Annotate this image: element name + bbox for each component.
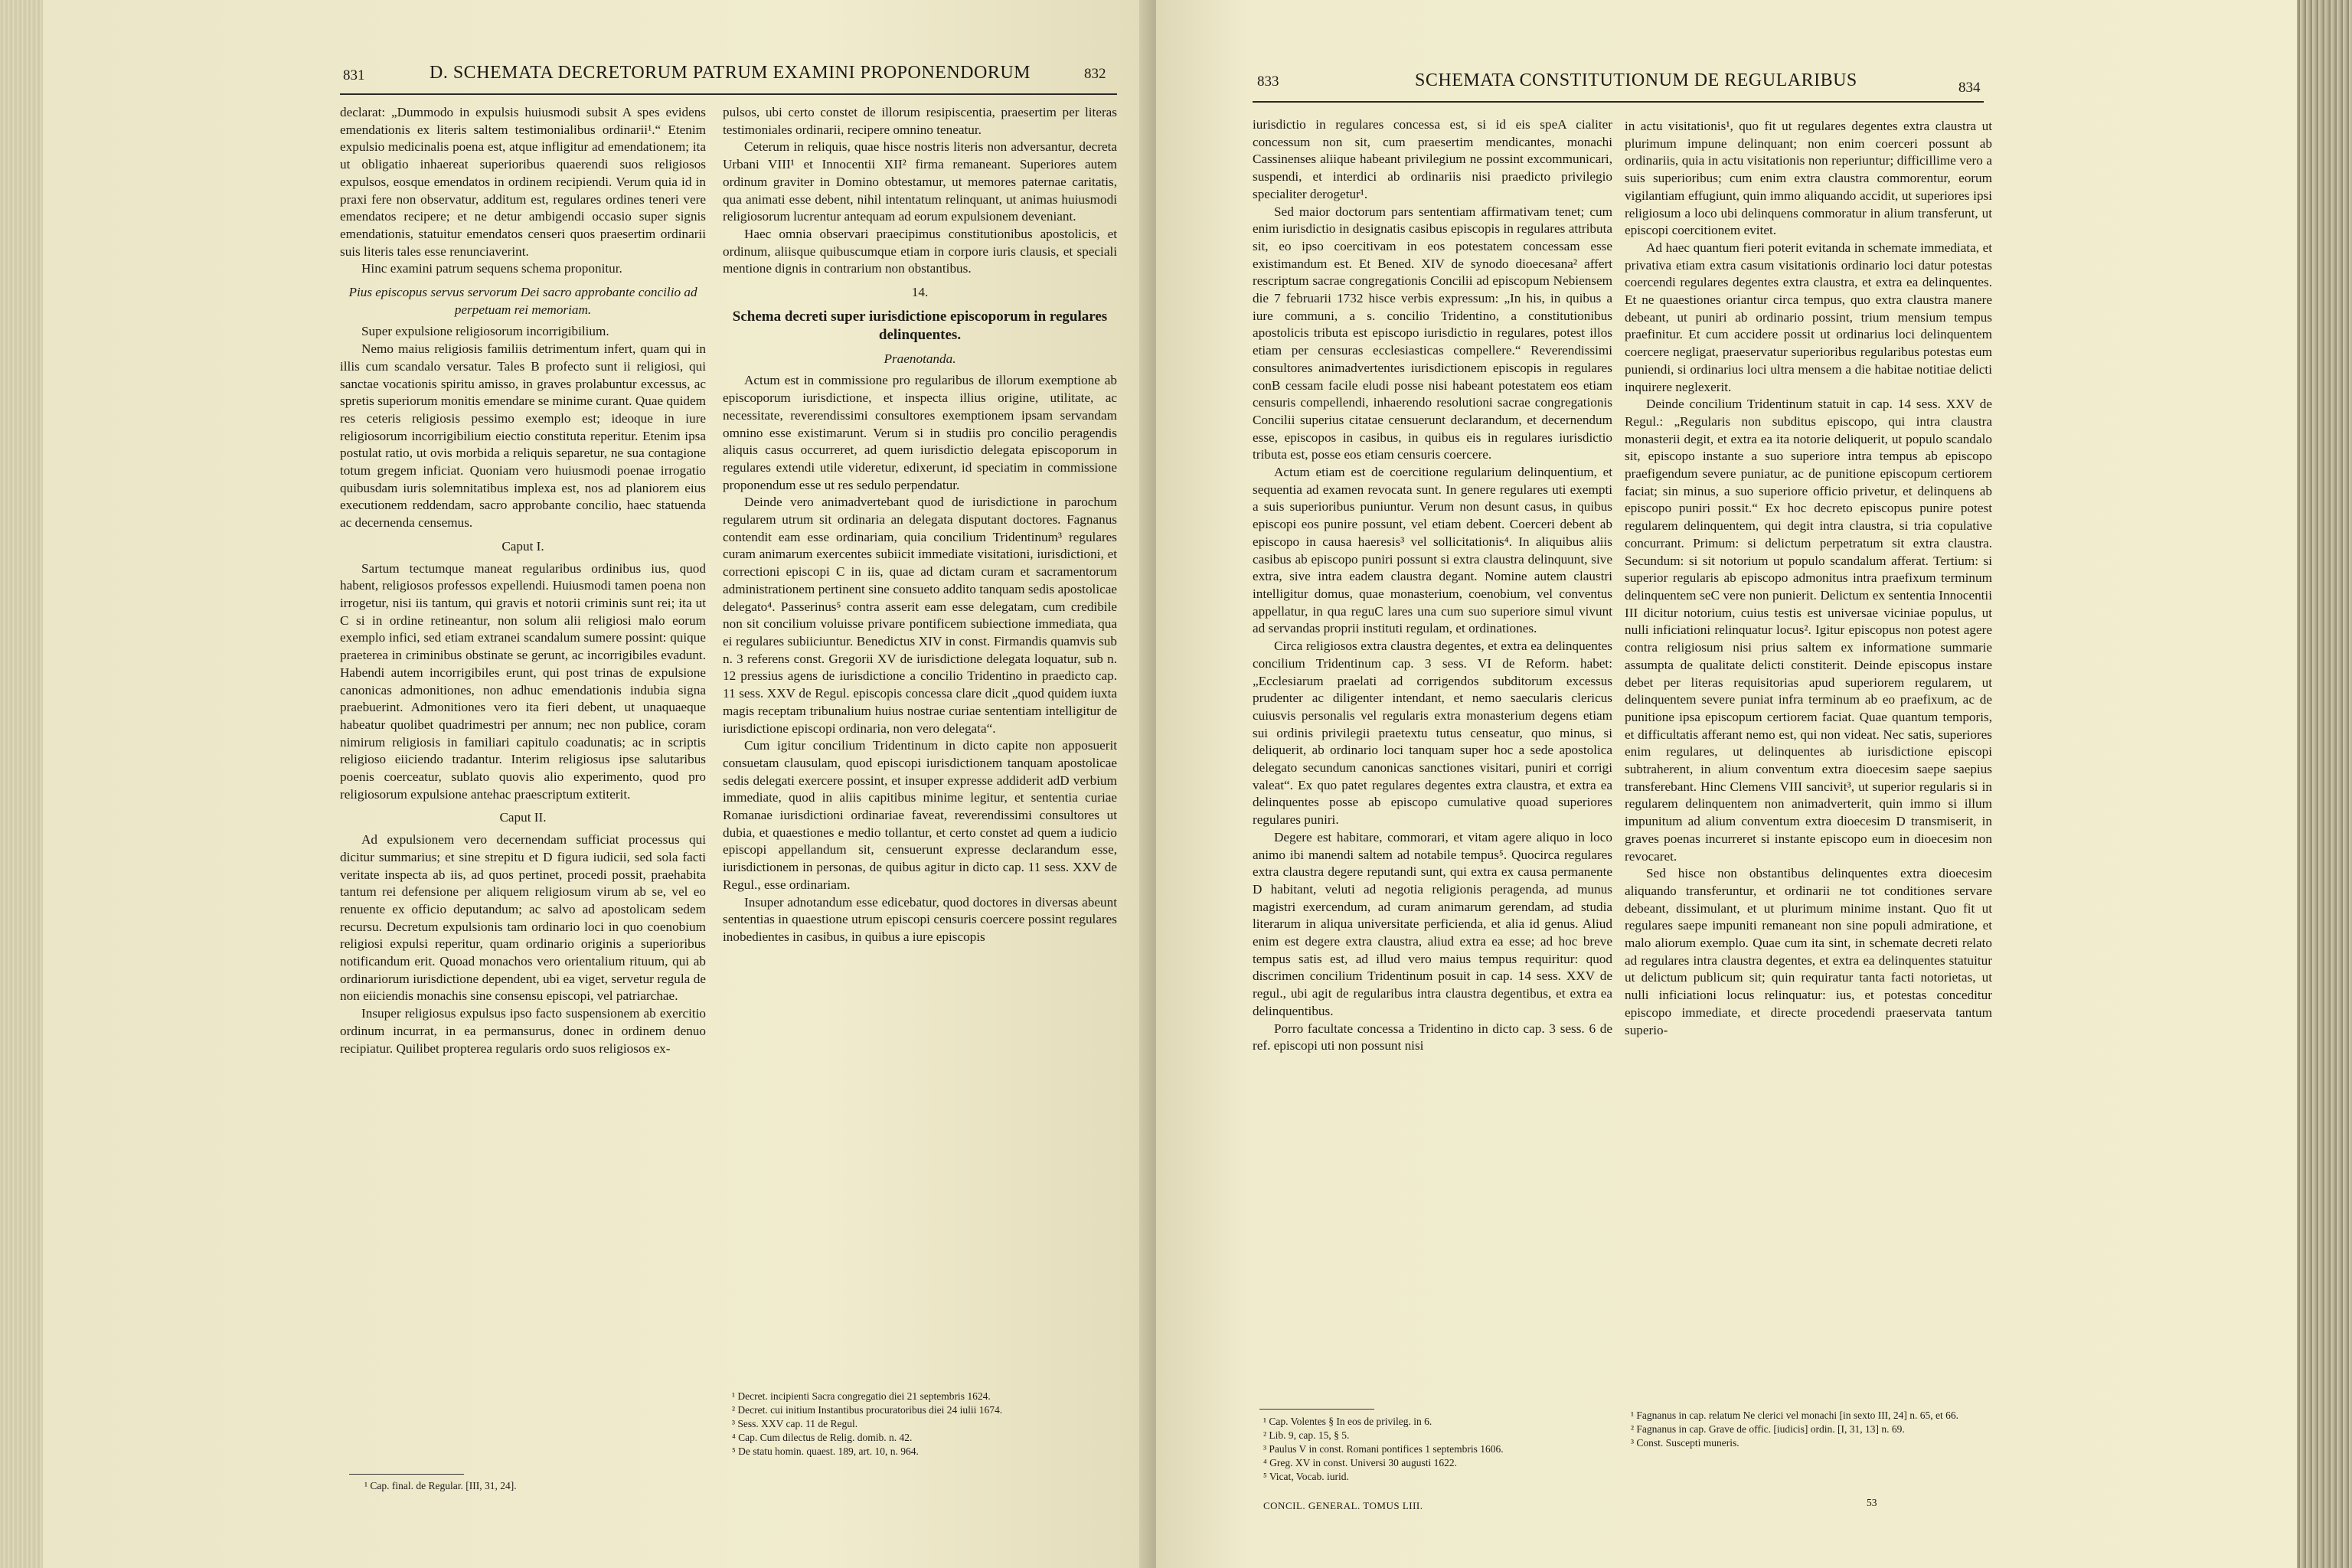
page-number-833: 833 [1257,74,1279,90]
paragraph: in actu visitationis¹, quo fit ut regulares degentes extra claustra ut plurimum impune delinquant; non enim coerceri possunt ab ordinariis, quia in actu visitationis non reperiuntur; difficillime vero a suis superioribus; cum enim extra claustra commorentur, eorum vigilantiam effugiunt, quin immo aliquando accidit, ut superiores ipsi religiosum a loco ubi delinquens commoratur in alium transferunt, ut episcopi coercitionem evitet. [1625,119,1992,238]
left-page-column-2 [723,104,1117,946]
paragraph: Caput I. [501,538,544,554]
left-page-footnotes-col1 [364,1479,701,1493]
paragraph: Sartum tectumque maneat regularibus ordinibus ius, quod habent, religiosos professos expellendi. Huiusmodi tamen poena non irrogetur, nisi iis tantum, qui gravis et notorii criminis sunt rei; ita ut C si in ordine retineantur, non solum alii religiosi malo eorum exemplo infici, sed etiam extranei scandalum sumere possint: quique praeterea in criminibus obstinate se gerunt, ac incorrigibiles evadunt. Habendi autem incorrigibiles erunt, qui post trinas de expulsione canonicas admonitiones, non adhuc emendationis indubia signa praebuerint. Admonitiones vero ita fieri debent, ut unaquaeque habeatur quolibet quadrimestri per annum; nec non publice, coram nimirum religiosis in familiari capitulo coadunatis; ac in scriptis religioso eiiciendo tradantur. Interim religiosus ipse salutaribus poenis coerceatur, sublato quovis alio experimento, quod pro religiosorum expulsione antehac praescriptum extiterit. [340,560,706,802]
page-number-834: 834 [1958,80,1981,96]
header-rule [340,93,1117,95]
paragraph: Hinc examini patrum sequens schema proponitur. [361,261,622,276]
paragraph: Actum etiam est de coercitione regularium delinquentium, et sequentia ad examen revocata sunt. In genere regulares uti exempti a suis superioribus puniuntur. Verum non desunt casus, in quibus episcopi eos punire possunt, vel etiam debent. Coerceri debent ab episcopo in causa haeresis³ vel sollicitationis⁴. In aliquibus aliis casibus ab episcopo puniri possunt si extra claustra delinquunt, sive extra, sive intra eadem claustra degant. Nomine autem claustri intelligitur domus, quae monasterium, coenobium, vel conventus appellatur, in qua reguC lares una cum suo superiore simul vivunt ad servandas proprii instituti regulam, et ordinationes. [1253,465,1612,636]
footnote: ⁵ De statu homin. quaest. 189, art. 10, n. 964. [732,1446,919,1457]
footnote: ¹ Fagnanus in cap. relatum Ne clerici vel monachi [in sexto III, 24] n. 65, et 66. [1631,1410,1959,1421]
paragraph: Pius episcopus servus servorum Dei sacro approbante concilio ad perpetuam rei memoriam. [348,285,697,317]
signature-line: CONCIL. GENERAL. TOMUS LIII. [1263,1500,1423,1511]
page-number-832: 832 [1084,66,1106,82]
footnote: ¹ Decret. incipienti Sacra congregatio diei 21 septembris 1624. [732,1390,991,1402]
paragraph: Sed hisce non obstantibus delinquentes extra dioecesim aliquando transferuntur, et ordinarii ne tot conditiones servare debeant, dissimulant, et ut plurimum minime instant. Quo fit ut regulares saepe impuniti remaneant non sine populi admiratione, et malo aliorum exemplo. Quae cum ita sint, in schemate decreti relato ad regulares intra claustra degentes, et extra ea delinquentes statuitur ut delictum publicum sit; quin requiratur tanta facti notorietas, ut nulli inficiationi locus relinquatur: ius, et potestas conceditur episcopo immediate, et directe procedendi praeservata tantum superio- [1625,866,1992,1037]
paragraph: iurisdictio in regulares concessa est, si id eis speA cialiter concessum non sit, cum praesertim mendicantes, monachi Cassinenses aliique habeant privilegium ne possint excommunicari, suspendi, et interdici ab ordinariis nisi praedicto privilegio specialiter derogetur¹. [1253,117,1612,201]
paragraph: Schema decreti super iurisdictione episcoporum in regulares delinquentes. [732,308,1108,343]
footnote: ¹ Cap. Volentes § In eos de privileg. in 6. [1263,1416,1432,1427]
running-head-right: SCHEMATA CONSTITUTIONUM DE REGULARIBUS [1415,70,1857,90]
paragraph: Ad haec quantum fieri poterit evitanda in schemate immediata, et privativa etiam extra casum visitationis ordinario loci datur potestas coercendi regulares degentes extra claustra, et extra ea delinquentes. Et ne quaestiones oriantur circa tempus, quo extra claustra manere debeant, ut puniri ab ordinario possint, trium mensium tempus praefinitur. Et cum accidere possit ut ordinarius loci delinquentem coercere negligat, praeservatur superioribus regularibus potestas eum puniendi, si ordinarius loci ultra mensem a die habitae notitiae delicti inquirere neglexerit. [1625,240,1992,394]
paragraph: Deinde vero animadvertebant quod de iurisdictione in parochum regularem utrum sit ordinaria an delegata disputant doctores. Fagnanus contendit eam esse ordinariam, quia concilium Tridentinum³ regulares curam animarum exercentes subiicit immediate visitationi, iurisdictioni, et correctioni episcopi C in iis, quae ad dictam curam et sacramentorum administrationem pertinent sine consueto addito tanquam sedis apostolicae delegato⁴. Passerinus⁵ contra asserit eam esse delegatam, cum credibile non sit concilium voluisse privare pontificem subiectione immediata, qua ei regulares subiiciuntur. Benedictus XIV in const. Firmandis quamvis sub n. 3 referens const. Gregorii XV de iurisdictione delegata loquatur, sub n. 12 pressius agens de iurisdictione a concilio Tridentino in praedicto cap. 11 sess. XXV de Regul. episcopis concessa clare dicit „quod quidem iuxta magis receptam tribunalium huius nostrae curiae sententiam intelligitur de iurisdictione episcopi ordinaria, non vero delegata“. [723,495,1117,736]
footnote: ⁵ Vicat, Vocab. iurid. [1263,1471,1349,1482]
paragraph: Circa religiosos extra claustra degentes, et extra ea delinquentes concilium Tridentinum cap. 3 sess. VI de Reform. habet: „Ecclesiarum praelati ad corrigendos subditorum excessus prudenter ac diligenter intendant, et nemo saecularis clericus cuiusvis personalis vel regularis extra monasterium degens etiam sui ordinis privilegii praetextu tutus censeatur, quo minus, si deliquerit, ab ordinario loci tanquam super hoc a sede apostolica delegato secundum canonicas sanctiones visitari, puniri et corrigi valeat“. Ex quo patet regulares degentes extra claustra, et extra ea delinquentes posse ab episcopo cumulative quoad superiores regulares puniri. [1253,639,1612,828]
footnote: ³ Sess. XXV cap. 11 de Regul. [732,1418,858,1429]
paragraph: Actum est in commissione pro regularibus de illorum exemptione ab episcoporum iurisdictione, et inspecta illius origine, utilitate, ac necessitate, reverendissimi consultores exemptionem ipsam servandam omnino esse existimarunt. Verum si in studiis pro concilio peragendis aliquis casus occurreret, ad quem iurisdictio delegata episcoporum in regulares extendi utile videretur, edixerunt, id speciatim in commissione proponendum esse ut res sedulo perpendatur. [723,373,1117,492]
paragraph: declarat: „Dummodo in expulsis huiusmodi subsit A spes evidens emendationis ex literis saltem testimonialibus ordinarii¹.“ Etenim expulsio medicinalis poena est, atque infligitur ad emendationem; ita ut obligatio inhaereat superioribus quaerendi suos religiosos expulsos, eosque emendatos in ordinem recipiendi. Verum quia id in praxi fere non observatur, additum est, regulares ordines teneri vere emendatos recipere; et ne detur ambigendi occasio super signis emendationis, statuitur emendatos censeri quos praesertim ordinarii suis literis tales esse renunciaverint. [340,105,706,259]
footnote: ⁴ Greg. XV in const. Universi 30 augusti 1622. [1263,1457,1458,1468]
paragraph: Cum igitur concilium Tridentinum in dicto capite non apposuerit consuetam clausulam, quod episcopi iurisdictionem tanquam apostolicae sedis delegati exercere possint, et insuper expresse addiderit adD verbium immediate, quod in aliis capitibus minime legitur, et sententia curiae Romanae iurisdictioni ordinariae faveat, reverendissimi consultores ut dubia, et quaestiones e medio tollantur, et certo constet ad quem a iudicio episcopi appellandum sit, censuerunt expresse declarandum esse, iurisdictionem in personas, de quibus agitur in dicto cap. 11 sess. XXV de Regul., esse ordinariam. [723,738,1117,892]
right-page-column-1 [1253,116,1612,1055]
footnote-rule-right [1259,1409,1374,1410]
paragraph: Deinde concilium Tridentinum statuit in cap. 14 sess. XXV de Regul.: „Regularis non subditus episcopo, qui intra claustra monasterii degit, et extra ea ita notorie deliquerit, ut populo scandalo sit, episcopo instante a suo superiore intra tempus ab episcopo praefigendum severe puniatur, ac de punitione episcopum certiorem faciat; sin minus, a suo superiore officio privetur, et delinquens ab episcopo puniri possit.“ Ex hoc decreto episcopus punire potest regularem delinquentem, qui degit intra claustra, si tria copulative concurrant. Primum: si delictum perpetratum sit extra claustra. Secundum: si sit notorium ut populo scandalum afferat. Tertium: si superior regularis ab episcopo admonitus intra praefixum terminum delinquentem seC vere non punierit. Delictum ex sententia Innocentii III dicitur notorium, cuius testis est universae viciniae populus, ut nulli inficiationi relinquatur locus². Igitur episcopus non potest agere contra religiosum nisi prius saltem ex informatione summarie assumpta de qualitate delicti constiterit. Deinde episcopus instare debet per literas requisitorias apud superiorem regularem, ut delinquentem severe puniat infra terminum ab eo praefixum, ac de punitione ipsa episcopum certiorem faciat. Quae quantum temporis, et difficultatis afferant nemo est, qui non videat. Nec satis, superiores enim regulares, ut delinquentes ab iurisdictione episcopi subtraherent, in alium conventum extra dioecesim saepe saepius transferebant. Hinc Clemens VIII sancivit³, ut superior regularis si in regularem delinquentem non animadverterit, quin immo si illum impunitum ad alium conventum extra dioecesim D transmiserit, in graves poenas incurreret si instante episcopo eum in dioecesim non revocaret. [1625,397,1992,864]
right-page-column-2 [1625,118,1992,1039]
paragraph: Caput II. [499,810,547,825]
footnote: ³ Const. Suscepti muneris. [1631,1437,1740,1449]
footnote: ³ Paulus V in const. Romani pontifices 1 septembris 1606. [1263,1443,1504,1455]
paragraph: Ad expulsionem vero decernendam sufficiat processus qui dicitur summarius; et sine strepitu et D figura iudicii, sed sola facti veritate inspecta ab iis, ad quos pertinet, procedi possit, praehabita tantum rei defensione per aliquem religiosum virum ab se, vel eo renuente ex officio deputandum; ac salvo ad apostolicam sedem recursu. Decretum expulsionis tam ordinario loci in quo coenobium religiosi expulsi reperitur, quam ordinario originis a superioribus notificandum erit. Quoad monachos vero orientalium rituum, qui ab ordinariorum iurisdictione dependent, ubi ea viget, servetur regula de non eiiciendis monachis sine consensu episcopi, vel patriarchae. [340,832,706,1004]
paragraph: Degere est habitare, commorari, et vitam agere aliquo in loco animo ibi manendi saltem ad notabile tempus⁵. Quocirca regulares extra claustra degere reputandi sunt, qui extra ex causa permanente D habitant, veluti ad negotia religionis peragenda, ad munus magistri exercendum, ad curam animarum gerendam, ad studia literarum in aliqua universitate perficienda, et alia id genus. Aliud enim est degere extra claustra, aliud extra ea esse; ad hoc breve tempus satis est, ad illud vero maius tempus requiritur: quod discrimen concilium Tridentinum posuit in cap. 14 sess. XXV de regul., ubi agit de regularibus intra claustra degentibus, et extra ea delinquentibus. [1253,829,1612,1018]
header-rule-right [1253,101,1984,103]
left-page-column-1 [340,104,706,1057]
paragraph: Insuper religiosus expulsus ipso facto suspensionem ab exercitio ordinum incurrat, in ea permansurus, donec in ordinem denuo recipiatur. Quilibet propterea regularis ordo suos religiosos ex- [340,1006,706,1056]
footnote: ² Fagnanus in cap. Grave de offic. [iudicis] ordin. [I, 31, 13] n. 69. [1631,1423,1905,1435]
paragraph: Porro facultate concessa a Tridentino in dicto cap. 3 sess. 6 de ref. episcopi uti non possunt nisi [1253,1021,1612,1054]
paragraph: Praenotanda. [884,351,956,366]
right-page-footnotes-col1 [1263,1415,1608,1484]
paragraph: Insuper adnotandum esse edicebatur, quod doctores in diversas abeunt sententias in quaestione utrum episcopi censuris coercere possint regulares inobedientes in casibus, in quibus a iure episcopis [723,894,1117,944]
page-number-831: 831 [343,67,365,83]
signature-number: 53 [1867,1497,1877,1508]
paragraph: Ceterum in reliquis, quae hisce nostris literis non adversantur, decreta Urbani VIII¹ et Innocentii XII² firma remaneant. Superiores autem ordinum graviter in Domino obtestamur, ut memores paternae caritatis, qua animati esse debent, nihil intentatum relinquant, ut animas huiusmodi religiosorum lucrentur antequam ad eorum expulsionem deveniant. [723,139,1117,224]
footnote: ² Lib. 9, cap. 15, § 5. [1263,1429,1350,1441]
paragraph: 14. [911,285,929,300]
paragraph: Super expulsione religiosorum incorrigibilium. [361,324,609,339]
paragraph: pulsos, ubi certo constet de illorum resipiscentia, praesertim per literas testimoniales ordinarii, recipere omnino teneatur. [723,105,1117,137]
footnote: ¹ Cap. final. de Regular. [III, 31, 24]. [364,1480,517,1491]
footnote: ⁴ Cap. Cum dilectus de Relig. domib. n. 42. [732,1432,913,1443]
right-page [1156,0,2297,1568]
running-head-left: D. SCHEMATA DECRETORUM PATRUM EXAMINI PROPONENDORUM [430,63,1031,83]
paragraph: Haec omnia observari praecipimus constitutionibus apostolicis, et ordinum, aliisque quibuscumque etiam in corpore iuris clausis, et speciali mentione dignis in contrarium non obstantibus. [723,226,1117,276]
paragraph: Nemo maius religiosis familiis detrimentum infert, quam qui in illis cum scandalo versatur. Tales B profecto sunt ii religiosi, qui sanctae vocationis spiritu amisso, in graves prolabuntur excessus, ac spretis superiorum monitis emendare se minime curant. Quae quidem res ceteris religiosis pessimo exemplo est; ideoque in iure religiosorum incorrigibilium eiectio constituta reperitur. Etenim ipsa postulat ratio, ut ovis morbida a reliquis separetur, ne sua contagione totum gregem inficiat. Quoniam vero huiusmodi poenae irrogatio quibusdam iuris solemnitatibus implexa est, nos ad planiorem eius executionem reddendam, sacro approbante concilio, haec statuenda ac decernenda censemus. [340,341,706,531]
book-page-edges-left [0,0,46,1568]
paragraph: Sed maior doctorum pars sententiam affirmativam tenet; cum enim iurisdictio in designatis casibus episcopis in regulares attributa sit, eo ipso coercitivam in eos potestatem concessam esse existimandum est. Et Bened. XIV de synodo dioecesana² affert rescriptum sacrae congregationis Concilii ad episcopum Nebiensem die 7 februarii 1732 hisce verbis expressum: „In his, in quibus a iure communi, a s. concilio Tridentino, a constitutionibus apostolicis tributa est episcopo iurisdictio in regulares, potest illos etiam per censuras ecclesiasticas compellere.“ Reverendissimi consultores animadvertentes iurisdictionem episcopis in regulares conB cessam facile eludi posse nisi habeant potestatem eos etiam censuris compellendi, inhaerendo resolutioni sacrae congregationis Concilii superius citatae censuerunt declarandum, et decernendum esse, episcopos in casibus, in quibus eis in regulares iurisdictio tributa est, posse eos etiam censuris coercere. [1253,204,1612,462]
footnote: ² Decret. cui initium Instantibus procuratoribus diei 24 iulii 1674. [732,1404,1003,1416]
right-page-footnotes-col2 [1631,1409,1991,1450]
footnote-rule [349,1474,464,1475]
left-page-footnotes-col2 [732,1390,1115,1459]
book-page-edges-right [2294,0,2352,1568]
left-page [43,0,1148,1568]
